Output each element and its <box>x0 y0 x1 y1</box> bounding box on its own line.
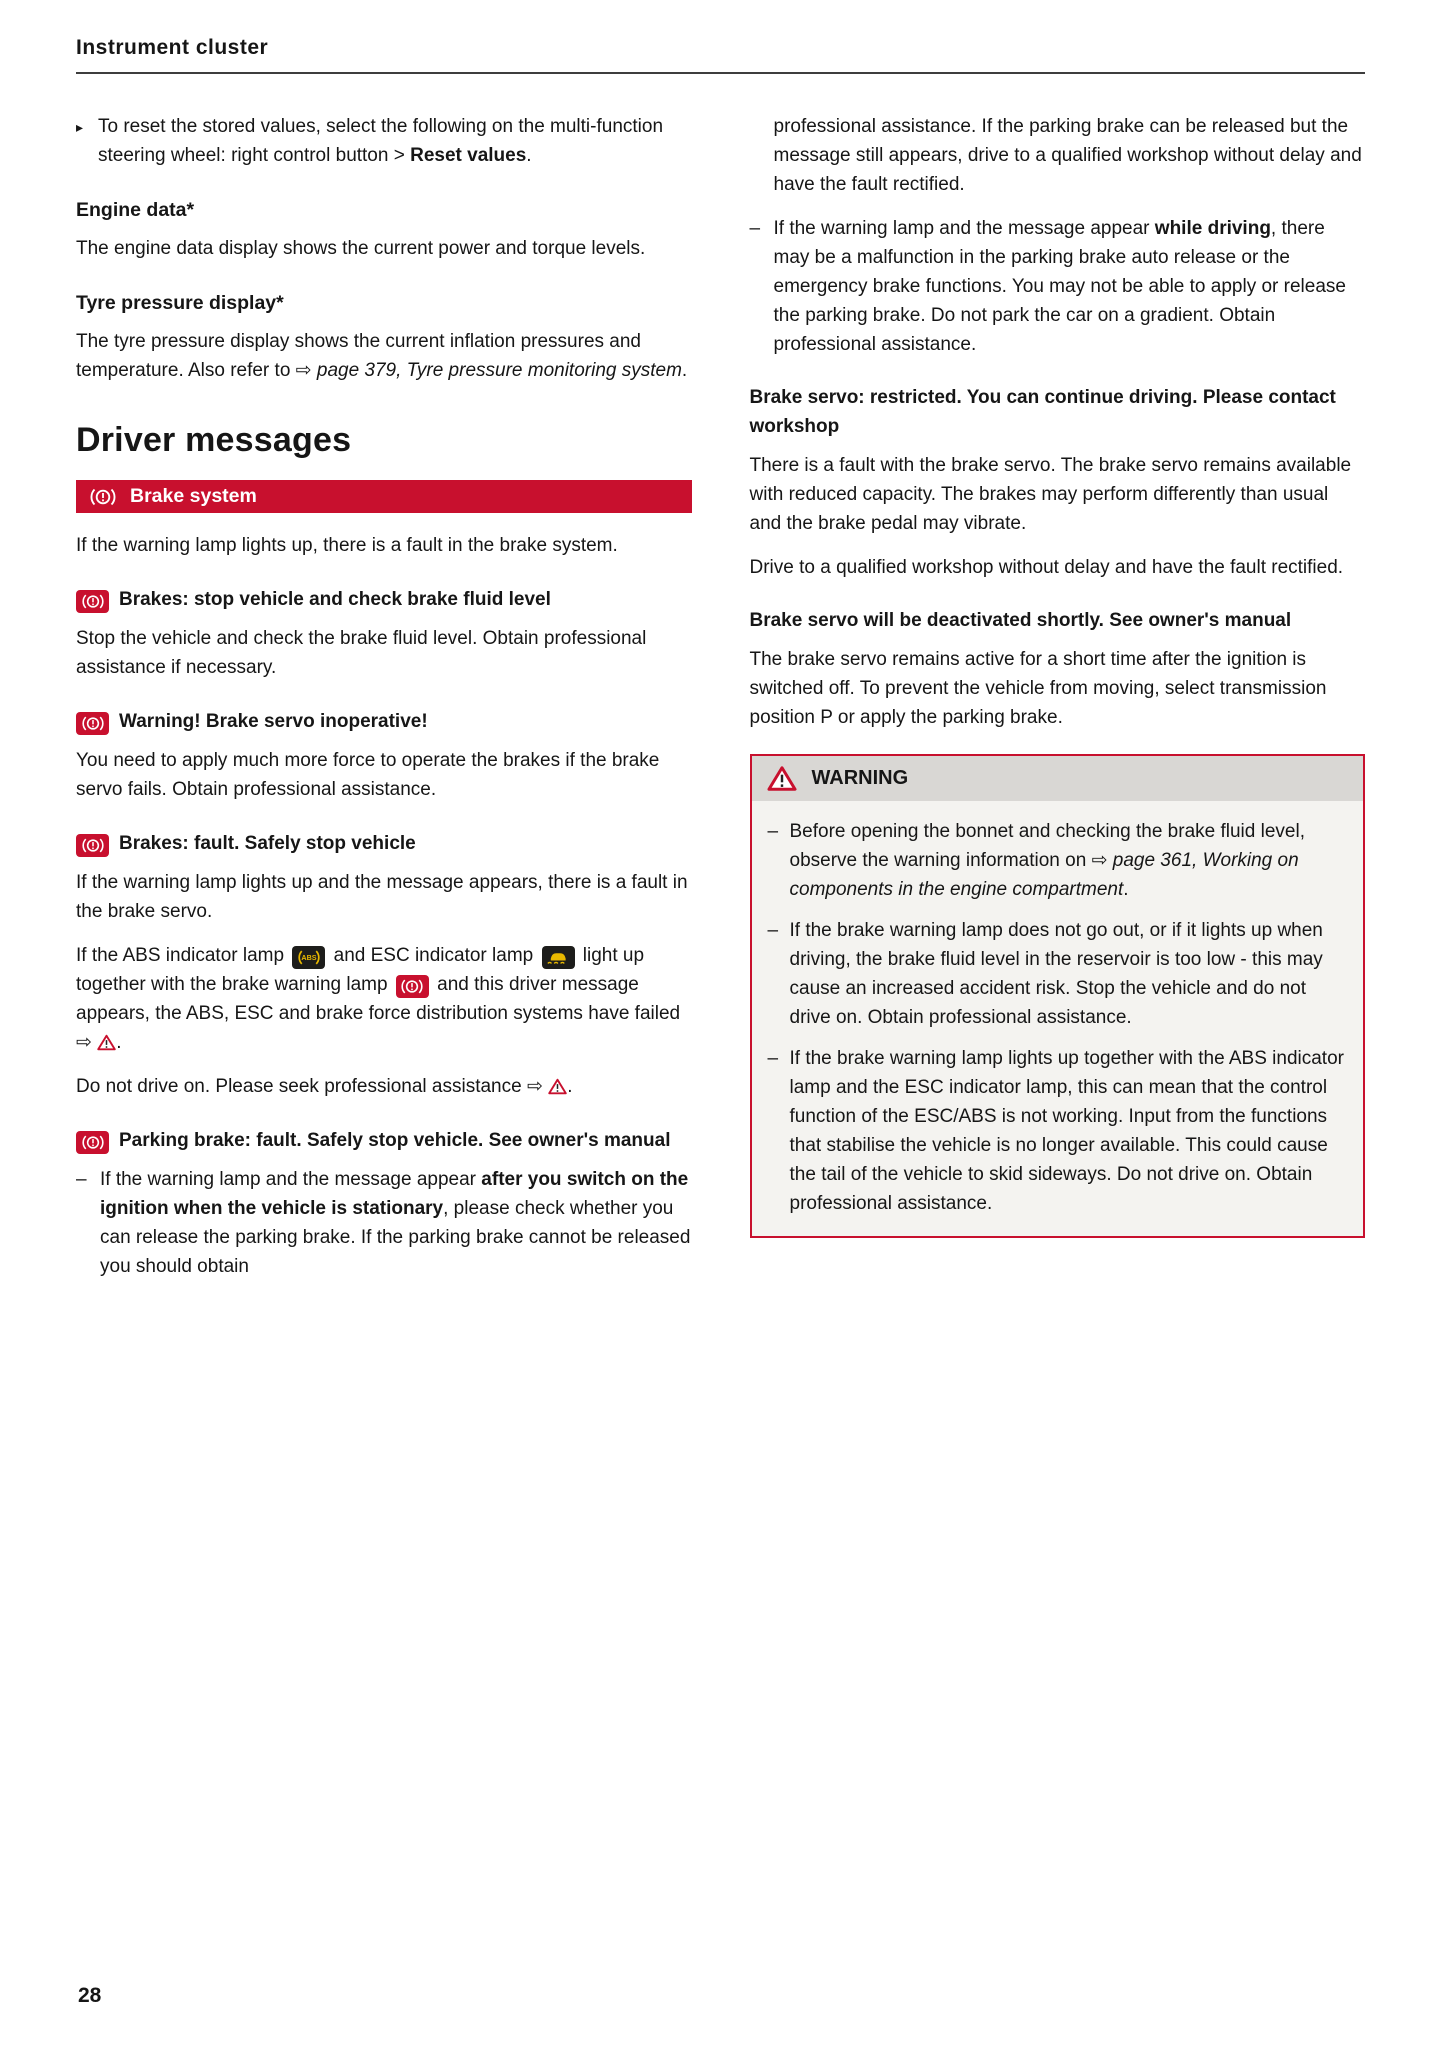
abs-indicator-lamp-icon <box>292 946 325 969</box>
text-run: . <box>681 360 688 381</box>
dash-list-item <box>76 1165 692 1281</box>
paragraph <box>76 327 692 385</box>
dash-list-item <box>750 214 1366 359</box>
dash-glyph: – <box>767 1048 779 1069</box>
text-run: . <box>1123 879 1129 900</box>
warning-box-header <box>752 756 1364 801</box>
esc-indicator-lamp-icon <box>542 946 575 969</box>
text-run-bold: while driving <box>1154 218 1271 239</box>
warning-list-item <box>768 916 1348 1032</box>
page-reference: page 361, Working on components in the engine compartment <box>789 850 1299 900</box>
text-run: light up together with the brake warning lamp <box>76 945 645 995</box>
text-run-bold: after you switch on the ignition when the vehicle is stationary <box>100 1169 689 1219</box>
driver-messages-heading: Driver messages <box>76 421 352 459</box>
warning-triangle-icon <box>548 1078 567 1095</box>
text-run: If the warning lamp and the message appear <box>773 218 1155 239</box>
right-column <box>750 112 1366 1238</box>
brake-warning-lamp-icon <box>76 712 109 735</box>
page-reference: page 379, Tyre pressure monitoring system <box>316 360 682 381</box>
warning-box <box>750 754 1366 1238</box>
message-title-text: Parking brake: fault. Safely stop vehicle. See owner's manual <box>119 1130 671 1151</box>
paragraph: If the warning lamp lights up, there is a fault in the brake system. <box>76 535 618 556</box>
brake-warning-lamp-icon <box>76 834 109 857</box>
message-title <box>76 829 692 858</box>
text-run: The tyre pressure display shows the current inflation pressures and temperature. Also refer to <box>76 331 641 381</box>
message-title <box>76 707 692 736</box>
paragraph <box>98 112 692 170</box>
tyre-pressure-heading: Tyre pressure display* <box>76 292 284 314</box>
engine-data-heading: Engine data* <box>76 199 195 221</box>
paragraph-continuation: professional assistance. If the parking brake can be released but the message still appears, drive to a qualified workshop without delay and have the fault rectified. <box>773 116 1362 195</box>
paragraph <box>774 214 1366 359</box>
text-run: , there may be a malfunction in the parking brake auto release or the emergency brake functions. You may not be able to apply or release the parking brake. Do not park the car on a gradient. Obtain professional assistance. <box>773 218 1346 355</box>
text-run: and ESC indicator lamp <box>328 945 539 966</box>
text-run: To reset the stored values, select the following on the multi-function steering wheel: right control button > <box>98 116 664 166</box>
text-run: If the ABS indicator lamp <box>76 945 290 966</box>
message-title-text: Warning! Brake servo inoperative! <box>119 711 428 732</box>
bullet-item <box>76 112 692 170</box>
paragraph: The brake servo remains active for a short time after the ignition is switched off. To prevent the vehicle from moving, select transmission position P or apply the parking brake. <box>749 649 1327 728</box>
dash-glyph: – <box>767 920 779 941</box>
warning-title: WARNING <box>811 767 909 789</box>
dash-glyph: – <box>767 821 779 842</box>
servo-restricted-heading: Brake servo: restricted. You can continue driving. Please contact workshop <box>749 387 1336 437</box>
text-run: If the brake warning lamp lights up together with the ABS indicator lamp and the ESC indicator lamp, this can mean that the control function of the ESC/ABS is not working. Input from the functions that stabilise the vehicle is no longer available. This could cause the tail of the vehicle to skid sideways. Do not drive on. Obtain professional assistance. <box>789 1048 1344 1214</box>
paragraph: If the warning lamp lights up and the message appears, there is a fault in the brake servo. <box>76 872 688 922</box>
paragraph: The engine data display shows the current power and torque levels. <box>76 238 646 259</box>
dash-glyph: – <box>76 1169 87 1190</box>
ref-arrow-glyph: ⇨ <box>1091 850 1113 871</box>
brake-system-banner <box>76 480 692 513</box>
section-title: Instrument cluster <box>76 36 269 59</box>
warning-triangle-icon <box>97 1034 116 1051</box>
text-run: Before opening the bonnet and checking the brake fluid level, observe the warning information on <box>789 821 1305 871</box>
paragraph: Drive to a qualified workshop without delay and have the fault rectified. <box>749 557 1344 578</box>
paragraph <box>790 1044 1348 1218</box>
ref-arrow-glyph: ⇨ <box>76 1032 98 1053</box>
brake-warning-lamp-icon <box>88 487 118 507</box>
dash-glyph: – <box>749 218 761 239</box>
bullet-arrow-icon: ▸ <box>76 119 84 135</box>
brake-warning-lamp-icon <box>396 975 429 998</box>
two-column-layout <box>76 112 1365 1296</box>
text-run-bold: Reset values <box>410 145 527 166</box>
paragraph: You need to apply much more force to operate the brakes if the brake servo fails. Obtain professional assistance. <box>76 750 660 800</box>
brake-warning-lamp-icon <box>76 1131 109 1154</box>
svg-text:ABS: ABS <box>301 953 317 963</box>
warning-list-item <box>768 1044 1348 1218</box>
ref-arrow-glyph: ⇨ <box>295 360 317 381</box>
warning-box-body <box>752 801 1364 1236</box>
text-run: Do not drive on. Please seek professional assistance <box>76 1076 527 1097</box>
paragraph <box>790 817 1348 904</box>
paragraph <box>790 916 1348 1032</box>
paragraph: Stop the vehicle and check the brake fluid level. Obtain professional assistance if necessary. <box>76 628 647 678</box>
paragraph <box>100 1165 692 1281</box>
page-number: 28 <box>78 1984 102 2007</box>
text-run: . <box>116 1032 122 1053</box>
ref-arrow-glyph: ⇨ <box>526 1076 549 1097</box>
brake-warning-lamp-icon <box>76 590 109 613</box>
paragraph <box>76 1072 692 1101</box>
text-run: and this driver message appears, the ABS, ESC and brake force distribution systems have failed <box>76 974 681 1024</box>
banner-label: Brake system <box>130 485 257 507</box>
page-header <box>76 36 1365 74</box>
warning-triangle-icon <box>767 765 797 792</box>
text-run: If the brake warning lamp does not go out, or if it lights up when driving, the brake fluid level in the reservoir is too low - this may cause an increased accident risk. Stop the vehicle and do not drive on. Obtain professional assistance. <box>789 920 1323 1028</box>
message-title-text: Brakes: fault. Safely stop vehicle <box>119 833 416 854</box>
paragraph: There is a fault with the brake servo. The brake servo remains available with reduced capacity. The brakes may perform differently than usual and the brake pedal may vibrate. <box>749 455 1352 534</box>
message-title-text: Brakes: stop vehicle and check brake fluid level <box>119 589 551 610</box>
left-column <box>76 112 692 1296</box>
message-title <box>76 585 692 614</box>
text-run: , please check whether you can release the parking brake. If the parking brake cannot be released you should obtain <box>100 1198 691 1277</box>
text-run: . <box>526 145 532 166</box>
text-run: If the warning lamp and the message appear <box>100 1169 482 1190</box>
message-title <box>76 1126 692 1155</box>
warning-list-item <box>768 817 1348 904</box>
paragraph <box>76 941 692 1057</box>
text-run: . <box>567 1076 573 1097</box>
servo-deactivated-heading: Brake servo will be deactivated shortly. See owner's manual <box>749 610 1292 631</box>
